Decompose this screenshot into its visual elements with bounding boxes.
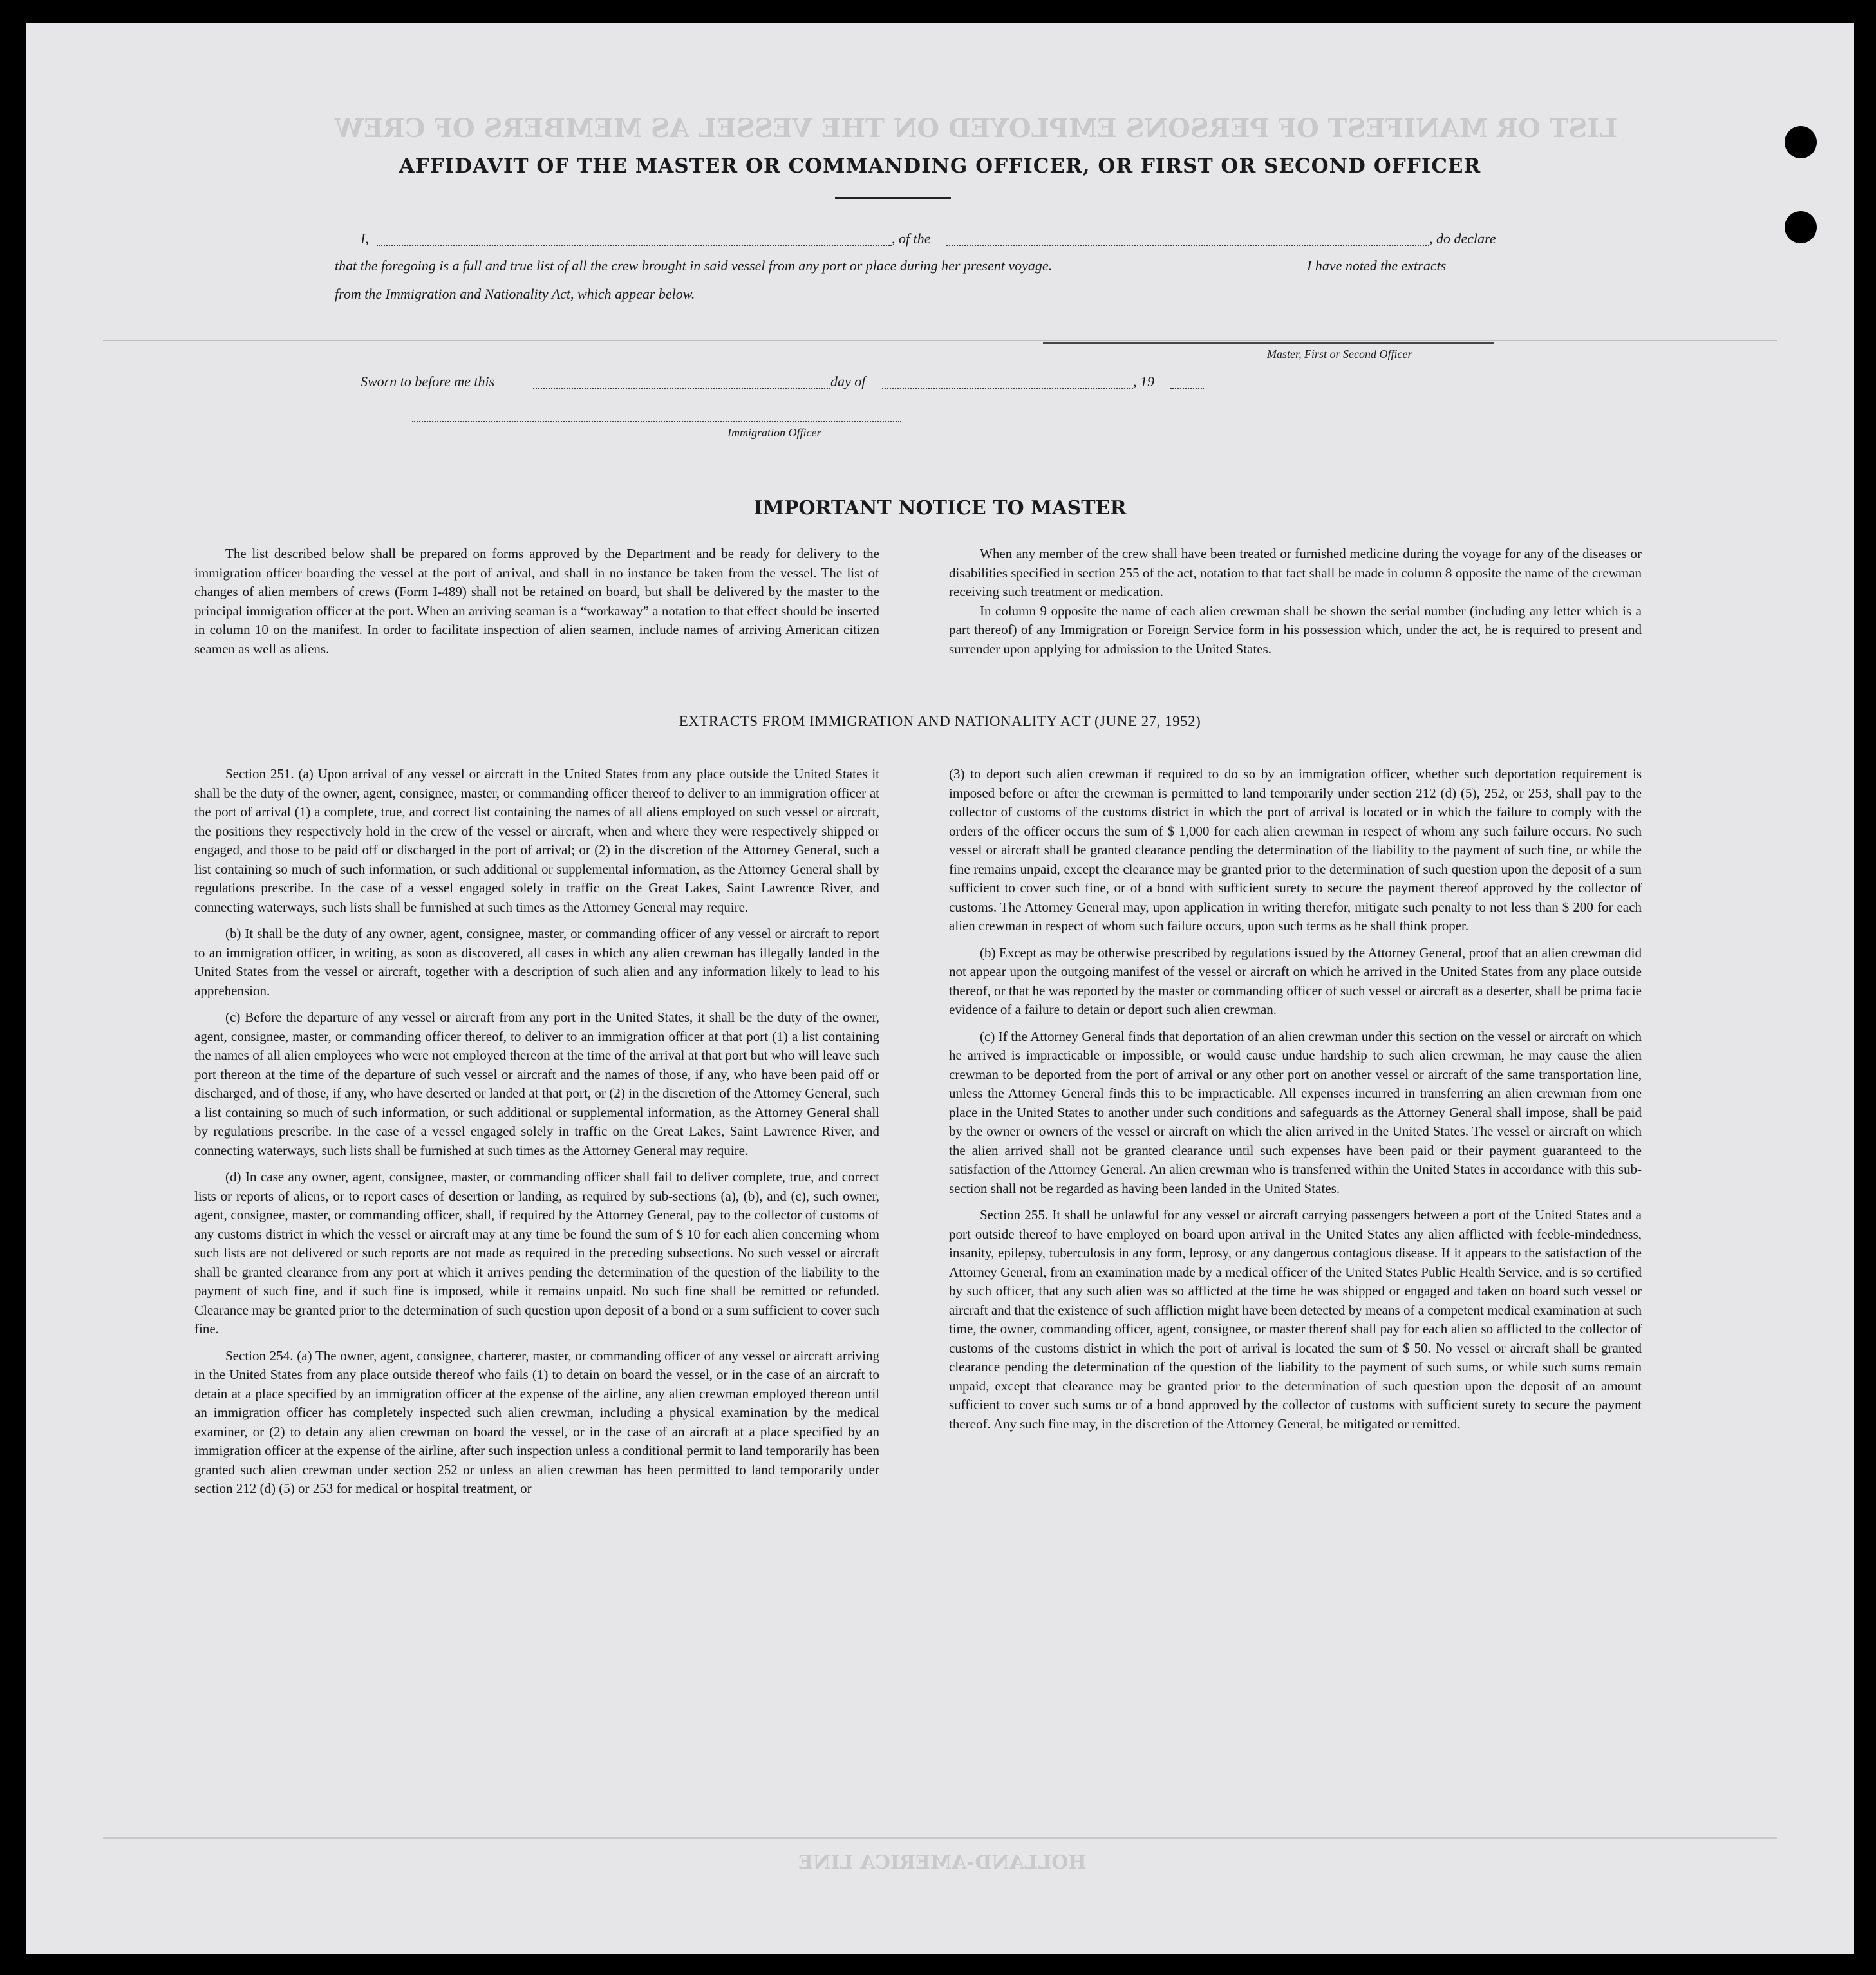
- punch-hole-bottom: [1785, 211, 1817, 243]
- notice-paragraph: When any member of the crew shall have been treated or furnished medicine during the voyage for any of the diseases or disabilities specified in section 255 of the act, notation to that fact shall be made in column 8 opposite the name of the crewman receiving such treatment or medication.: [949, 546, 1642, 599]
- affidavit-line1-start: I,: [361, 230, 369, 247]
- sworn-text: Sworn to before me this: [361, 373, 495, 389]
- section-255: Section 255. It shall be unlawful for any vessel or aircraft carrying passengers between a port of the United States and a port outside thereof to have employed on board upon arrival in the United States any alien afflicted with feeble-mindedness, insanity, epilepsy, tuberculosis in any form, leprosy, or any dangerous contagious disease. If it appears to the satisfaction of the Attorney General, from an examination made by a medical officer of the United States Public Health Service, and is so certified by such officer, that any such alien was so afflicted at the time he was shipped or engaged and taken on board such vessel or aircraft and that the existence of such affliction might have been detected by means of a competent medical examination at such time, the owner, commanding officer, agent, consignee, or master thereof shall pay for each alien so afflicted to the collector of customs of the customs district in which the port of arrival is located the sum of $ 50. No vessel or aircraft shall be granted clearance pending the determination of the question of the liability to the payment of such sums, or while such sums remain unpaid, except that clearance may be granted prior to the determination of such question upon the deposit of an amount sufficient to cover such sums or of a bond approved by the collector of customs with sufficient surety to secure the payment thereof. Any such fine may, in the discretion of the Attorney General, be mitigated or remitted.: [949, 1207, 1642, 1432]
- section-251d: (d) In case any owner, agent, consignee, master, or commanding officer shall fail to deliver complete, true, and correct lists or reports of aliens, or to report cases of desertion or landing, as required by sub-sections (a), (b), and (c), such owner, agent, consignee, master, or commanding officer, shall, if required by the Attorney General, pay to the collector of customs of any customs district in which the vessel or aircraft may at any time be found the sum of $ 10 for each alien concerning whom such lists are not delivered or such reports are not made as required in the preceding subsections. No such vessel or aircraft shall be granted clearance from any port at which it arrives pending the determination of the question of the liability to the payment of such fine, and if such fine is imposed, while it remains unpaid. No such fine shall be remitted or refunded. Clearance may be granted prior to the determination of such question upon deposit of a bond or a sum sufficient to cover such fine.: [194, 1169, 879, 1336]
- affidavit-line2: that the foregoing is a full and true list of all the crew brought in said vessel from any port or place during her present voyage.: [335, 257, 1053, 274]
- section-254b: (b) Except as may be otherwise prescribed by regulations issued by the Attorney General, proof that an alien crewman did not appear upon the outgoing manifest of the vessel or aircraft on which he arrived in the United States from any place outside thereof, or that he was reported by the master or commanding officer of such vessel or aircraft as a deserter, shall be prima facie evidence of a failure to detain or deport such alien crewman.: [949, 944, 1642, 1017]
- affidavit-line2-right: I have noted the extracts: [1307, 257, 1447, 274]
- document-page: [26, 23, 1854, 1954]
- sworn-month-field[interactable]: [882, 388, 1133, 389]
- separator-line: [103, 340, 1777, 341]
- bleed-through-footer: HOLLAND-AMERICA LINE: [798, 1851, 1087, 1874]
- notice-paragraph: The list described below shall be prepared on forms approved by the Department and be ready for delivery to the immigration officer boarding the vessel at the port of arrival, and shall in no instance be taken from the vessel. The list of changes of alien members of crews (Form I-489) shall not be retained on board, but shall be delivered by the master to the principal immigration officer at the port. When an arriving seaman is a “workaway” a notation to that effect should be inserted in column 10 on the manifest. In order to facilitate inspection of alien seamen, include names of arriving American citizen seamen as well as aliens.: [194, 546, 879, 657]
- name-field-line[interactable]: [377, 245, 892, 246]
- extracts-right-column: [949, 765, 1642, 1441]
- affidavit-line1-end: , do declare: [1429, 230, 1496, 247]
- notice-right-column: [949, 545, 1642, 666]
- section-254a-continued: (3) to deport such alien crewman if required to do so by an immigration officer, whether such deportation requirement is imposed before or after the crewman is permitted to land temporarily under section 212 (d) (5), 252, or 253, shall pay to the collector of customs of the customs district in which the port of arrival is located or in which the failure to comply with the orders of the officer occurs the sum of $ 1,000 for each alien crewman in respect of whom any such failure occurs. No such vessel or aircraft shall be granted clearance pending the determination of the liability to the payment of such fine, or while the fine remains unpaid, except the clearance may be granted prior to the determination of such question upon the deposit of a sum sufficient to cover such fine, or of a bond with sufficient surety to secure the payment thereof approved by the collector of customs. The Attorney General may, upon application in writing therefor, mitigate such penalty to not less than $ 200 for each alien crewman in respect of whom such failure occurs, upon such terms as he shall think proper.: [949, 766, 1642, 933]
- title-divider: [835, 197, 951, 199]
- section-251c: (c) Before the departure of any vessel or aircraft from any port in the United States, it shall be the duty of the owner, agent, consignee, master, or commanding officer thereof, to deliver to an immigration officer at that port (1) a list containing the names of all alien employees who were not employed thereon at the time of the arrival at that port but who will leave such port thereon at the time of the departure of such vessel or aircraft and the names of those, if any, who have been paid off or discharged, and of those, if any, who have deserted or landed at that port, or (2) in the discretion of the Attorney General, such a list containing so much of such information, or such additional or supplemental information, as the Attorney General shall by regulations prescribe. In the case of a vessel engaged solely in traffic on the Great Lakes, Saint Lawrence River, and connecting waterways, such lists shall be furnished at such times as the Attorney General may require.: [194, 1009, 879, 1158]
- master-signature-label: Master, First or Second Officer: [1267, 348, 1412, 360]
- sworn-date-field[interactable]: [533, 388, 830, 389]
- notice-paragraph: In column 9 opposite the name of each alien crewman shall be shown the serial number (including any letter which is a part thereof) of any Immigration or Foreign Service form in his possession which, under the act, he is required to present and surrender upon applying for admission to the United States.: [949, 603, 1642, 657]
- extracts-left-column: [194, 765, 879, 1506]
- affidavit-line1-mid: , of the: [892, 230, 931, 247]
- officer-signature-label: Immigration Officer: [727, 426, 821, 439]
- extracts-title: EXTRACTS FROM IMMIGRATION AND NATIONALITY ACT (JUNE 27, 1952): [679, 713, 1201, 729]
- bleed-through-header: LIST OR MANIFEST OF PERSONS EMPLOYED ON THE VESSEL AS MEMBERS OF CREW: [335, 113, 1618, 144]
- section-254c: (c) If the Attorney General finds that deportation of an alien crewman under this section on the vessel or aircraft on which he arrived is impracticable or impossible, or would cause undue hardship to such alien crewman, he may cause the alien crewman to be deported from the port of arrival or any other port on another vessel or aircraft of the same transportation line, unless the Attorney General finds this to be impracticable. All expenses incurred in transferring an alien crewman from one place in the United States to another under such conditions and safeguards as the Attorney General shall impose, shall be paid by the owner or owners of the vessel or aircraft on which the alien arrived in the United States. The vessel or aircraft on which the alien arrived shall not be granted clearance until such expenses have been paid or their payment guaranteed to the satisfaction of the Attorney General. An alien crewman who is transferred within the United States in accordance with this sub-section shall not be regarded as having been landed in the United States.: [949, 1028, 1642, 1196]
- bottom-fold-line: [103, 1837, 1777, 1839]
- affidavit-title: AFFIDAVIT OF THE MASTER OR COMMANDING OFFICER, OR FIRST OR SECOND OFFICER: [399, 154, 1481, 178]
- punch-hole-top: [1785, 126, 1817, 158]
- section-251b: (b) It shall be the duty of any owner, agent, consignee, master, or commanding officer of any vessel or aircraft to report to an immigration officer, in writing, as soon as discovered, all cases in which any alien crewman has illegally landed in the United States from the vessel or aircraft, together with a description of such alien and any information likely to lead to his apprehension.: [194, 926, 879, 998]
- sworn-year-field[interactable]: [1170, 388, 1204, 389]
- vessel-field-line[interactable]: [946, 245, 1429, 246]
- sworn-day-of: day of: [830, 373, 866, 389]
- affidavit-line3: from the Immigration and Nationality Act, which appear below.: [335, 286, 695, 302]
- officer-signature-line[interactable]: [412, 421, 901, 422]
- master-signature-line[interactable]: [1043, 342, 1494, 344]
- sworn-year: , 19: [1133, 373, 1154, 389]
- section-254a: Section 254. (a) The owner, agent, consignee, charterer, master, or commanding officer of any vessel or aircraft arriving in the United States from any place outside thereof who fails (1) to detain on board the vessel, or in the case of an aircraft to detain at a place specified by an immigration officer at the expense of the airline, any alien crewman employed thereon until an immigration officer has completely inspected such alien crewman, including a physical examination by the medical examiner, or (2) to detain any alien crewman on board the vessel, or in the case of an aircraft at a place specified by an immigration officer at the expense of the airline, after such inspection unless a conditional permit to land temporarily has been granted such alien crewman under section 252 or unless an alien crewman has been permitted to land temporarily under section 212 (d) (5) or 253 for medical or hospital treatment, or: [194, 1347, 879, 1496]
- notice-title: IMPORTANT NOTICE TO MASTER: [753, 497, 1127, 519]
- notice-left-column: [194, 545, 879, 666]
- section-251a: Section 251. (a) Upon arrival of any vessel or aircraft in the United States from any place outside the United States it shall be the duty of the owner, agent, consignee, master, or commanding officer thereof to deliver to an immigration officer at the port of arrival (1) a complete, true, and correct list containing the names of all aliens employed on such vessel or aircraft, the positions they respectively hold in the crew of the vessel or aircraft, when and where they were respectively shipped or engaged, and those to be paid off or discharged in the port of arrival; or (2) in the discretion of the Attorney General, such a list containing so much of such information, or such additional or supplemental information, as the Attorney General shall by regulations prescribe. In the case of a vessel engaged solely in traffic on the Great Lakes, Saint Lawrence River, and connecting waterways, such lists shall be furnished at such times as the Attorney General may require.: [194, 766, 879, 915]
